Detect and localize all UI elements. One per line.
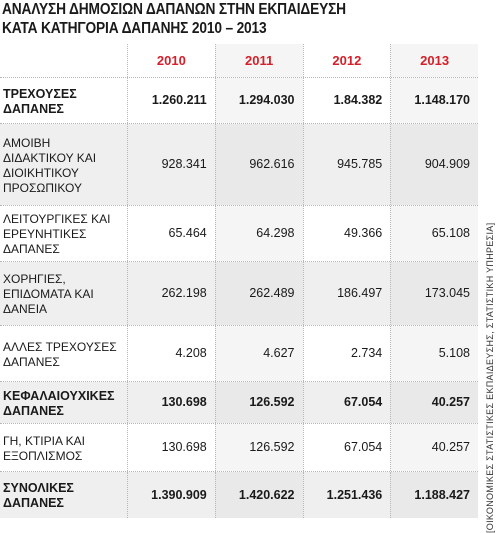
value-cell: 1.420.622 — [215, 472, 303, 518]
row-label: ΑΜΟΙΒΗ ΔΙΔΑΚΤΙΚΟΥ ΚΑΙ ΔΙΟΙΚΗΤΙΚΟΥ ΠΡΟΣΩΠΙΚΟΥ — [0, 124, 127, 205]
value-cell: 40.257 — [390, 424, 478, 471]
year-header-2010: 2010 — [127, 44, 215, 77]
row-label: ΤΡΕΧΟΥΣΕΣ ΔΑΠΑΝΕΣ — [3, 86, 77, 116]
value-cell: 904.909 — [390, 124, 478, 205]
value-cell: 1.390.909 — [127, 472, 215, 518]
year-header-2013: 2013 — [390, 44, 478, 77]
value-cell: 67.054 — [303, 424, 391, 471]
value-cell: 65.464 — [127, 206, 215, 261]
value-cell: 262.489 — [215, 262, 303, 325]
table-row-total-expenditure — [0, 472, 478, 518]
value-cell: 1.84.382 — [303, 78, 391, 123]
source-note: [ΟΙΚΟΝΟΜΙΚΕΣ ΣΤΑΤΙΣΤΙΚΕΣ ΕΚΠΑΙΔΕΥΣΗΣ, ΣΤΑΤΙΣΤΙΚΗ ΥΠΗΡΕΣΙΑ] — [485, 222, 495, 533]
value-cell: 945.785 — [303, 124, 391, 205]
value-cell: 1.294.030 — [215, 78, 303, 123]
value-cell: 126.592 — [215, 382, 303, 423]
row-label: ΛΕΙΤΟΥΡΓΙΚΕΣ ΚΑΙ ΕΡΕΥΝΗΤΙΚΕΣ ΔΑΠΑΝΕΣ — [3, 212, 111, 256]
value-cell: 2.734 — [303, 326, 391, 381]
value-cell: 130.698 — [127, 424, 215, 471]
value-cell: 126.592 — [215, 424, 303, 471]
value-cell: 4.627 — [215, 326, 303, 381]
expenditure-table — [0, 44, 478, 518]
value-cell: 1.260.211 — [127, 78, 215, 123]
value-cell: 962.616 — [215, 124, 303, 205]
value-cell: 1.251.436 — [303, 472, 391, 518]
value-cell: 67.054 — [303, 382, 391, 423]
header-blank-cell — [0, 44, 127, 77]
table-row-land-buildings — [0, 424, 478, 472]
year-header-2012: 2012 — [303, 44, 391, 77]
value-cell: 64.298 — [215, 206, 303, 261]
value-cell: 49.366 — [303, 206, 391, 261]
value-cell: 186.497 — [303, 262, 391, 325]
value-cell: 1.148.170 — [390, 78, 478, 123]
value-cell: 1.188.427 — [390, 472, 478, 518]
row-label: ΣΥΝΟΛΙΚΕΣ ΔΑΠΑΝΕΣ — [0, 472, 127, 518]
title-line-2: ΚΑΤΑ ΚΑΤΗΓΟΡΙΑ ΔΑΠΑΝΗΣ 2010 – 2013 — [2, 20, 267, 37]
table-row-current-expenditure — [0, 78, 478, 124]
table-title — [2, 0, 482, 38]
table-row-staff-salaries — [0, 124, 478, 206]
title-line-1: ΑΝΑΛΥΣΗ ΔΗΜΟΣΙΩΝ ΔΑΠΑΝΩΝ ΣΤΗΝ ΕΚΠΑΙΔΕΥΣΗ — [2, 1, 346, 18]
value-cell: 262.198 — [127, 262, 215, 325]
row-label: ΓΗ, ΚΤΙΡΙΑ ΚΑΙ ΕΞΟΠΛΙΣΜΟΣ — [3, 433, 85, 463]
year-header-2011: 2011 — [215, 44, 303, 77]
value-cell: 173.045 — [390, 262, 478, 325]
row-label: ΑΛΛΕΣ ΤΡΕΧΟΥΣΕΣ ΔΑΠΑΝΕΣ — [3, 339, 117, 369]
value-cell: 65.108 — [390, 206, 478, 261]
table-row-capital-expenditure — [0, 382, 478, 424]
value-cell: 4.208 — [127, 326, 215, 381]
table-row-operating-research — [0, 206, 478, 262]
value-cell: 928.341 — [127, 124, 215, 205]
table-row-grants-loans — [0, 262, 478, 326]
value-cell: 130.698 — [127, 382, 215, 423]
table-row-other-current — [0, 326, 478, 382]
value-cell: 5.108 — [390, 326, 478, 381]
row-label: ΚΕΦΑΛΑΙΟΥΧΙΚΕΣ ΔΑΠΑΝΕΣ — [0, 382, 127, 423]
value-cell: 40.257 — [390, 382, 478, 423]
table-header-row — [0, 44, 478, 78]
row-label: ΧΟΡΗΓΙΕΣ, ΕΠΙΔΟΜΑΤΑ ΚΑΙ ΔΑΝΕΙΑ — [0, 262, 127, 325]
